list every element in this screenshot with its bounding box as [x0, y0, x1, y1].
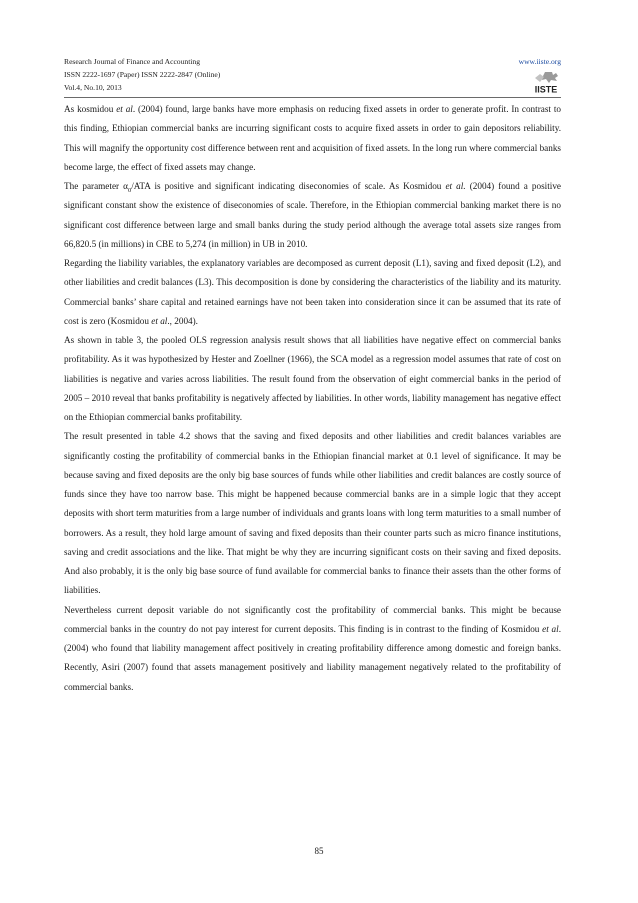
body-paragraph	[64, 331, 561, 427]
text-run: /ATA is positive and significant indicating diseconomies of scale. As Kosmidou	[131, 181, 446, 191]
logo-text: IISTE	[534, 84, 558, 95]
journal-volume: Vol.4, No.10, 2013	[64, 83, 122, 93]
body-paragraph	[64, 427, 561, 600]
body-paragraph	[64, 254, 561, 331]
text-run: ., 2004).	[167, 315, 198, 326]
text-run: . (2004) who found that liability management affect positively in creating profitability difference among domestic and foreign banks. Recently, Asiri (2007) found that assets management positively and liability management negatively related to the profitability of commercial banks.	[64, 623, 561, 692]
body-paragraph	[64, 100, 561, 177]
text-run: As kosmidou	[64, 104, 117, 114]
subscript-text: 0	[127, 186, 132, 194]
journal-title: Research Journal of Finance and Accounting	[64, 57, 201, 66]
italic-text: et al	[542, 623, 559, 634]
body-paragraph	[64, 601, 561, 697]
text-run: . (2004) found, large banks have more emphasis on reducing fixed assets in order to generate profit. In contrast to this finding, Ethiopian commercial banks are incurring significant costs to acquire fixed assets in order to gain depositors reliability. This will magnify the opportunity cost difference between rent and acquisition of fixed assets. In the long run where commercial banks become large, the effect of fixed assets may change.	[64, 104, 561, 172]
text-run: Nevertheless current deposit variable do not significantly cost the profitability of commercial banks. This might be because commercial banks in the country do not pay interest for current deposits. This finding is in contrast to the finding of Kosmidou	[64, 604, 561, 634]
text-run: The parameter α	[64, 181, 128, 191]
text-run: Regarding the liability variables, the explanatory variables are decomposed as current deposit (L1), saving and fixed deposit (L2), and other liabilities and credit balances (L3). This decomposition is done by considering the characteristics of the liability and its maturity. Commercial banks’ share capital and retained earnings have not been taken into consideration since it can be assumed that its rate of cost is zero (Kosmidou	[64, 258, 561, 326]
iiste-logo	[531, 71, 561, 95]
italic-text: et al.	[445, 181, 466, 191]
header-divider	[64, 97, 561, 98]
body-paragraph	[64, 177, 561, 254]
journal-info	[64, 55, 220, 95]
text-run: The result presented in table 4.2 shows that the saving and fixed deposits and other liabilities and credit balances variables are significantly costing the profitability of commercial banks in the Ethiopian financial market at 0.1 level of significance. It may be because saving and fixed deposits are the only big base sources of funds while other liabilities and credit balances are costly source of funds since they have too narrow base. This might be happened because commercial banks are in a simple logic that they accept deposits with short term maturities from a large number of individuals and grants loans with long term maturities to a small number of borrowers. As a result, they hold large amount of saving and fixed deposits than their counter parts such as micro finance institutions, saving and credit associations and the like. That might be why they are incurring significant costs on their saving and fixed deposits. And also probably, it is the only big base source of fund available for commercial banks to finance their assets than the other forms of liabilities.	[64, 431, 561, 596]
journal-url[interactable]: www.iiste.org	[518, 57, 561, 66]
text-run: (2004) found a positive significant constant show the existence of diseconomies of scale. Therefore, in the Ethiopian commercial banking market there is no significant cost difference between large and small banks during the study period although the average total assets size ranges from 66,820.5 (in millions) in CBE to 5,274 (in million) in UB in 2010.	[64, 181, 561, 249]
text-run: As shown in table 3, the pooled OLS regression analysis result shows that all liabilities have negative effect on commercial banks profitability. As it was hypothesized by Hester and Zoellner (1966), the SCA model as a regression model assumes that rate of cost on liabilities is negative and varies across liabilities. The result found from the observation of eight commercial banks in the period of 2005 – 2010 reveal that banks profitability is negatively affected by liabilities. In other words, liability management has negative effect on the Ethiopian commercial banks profitability.	[64, 335, 561, 422]
page-number: 85	[314, 846, 324, 856]
journal-links	[519, 55, 561, 68]
article-body	[64, 100, 561, 697]
italic-text: et al	[151, 315, 168, 326]
journal-issn: ISSN 2222-1697 (Paper) ISSN 2222-2847 (Online)	[64, 70, 221, 80]
italic-text: et al	[116, 104, 133, 114]
